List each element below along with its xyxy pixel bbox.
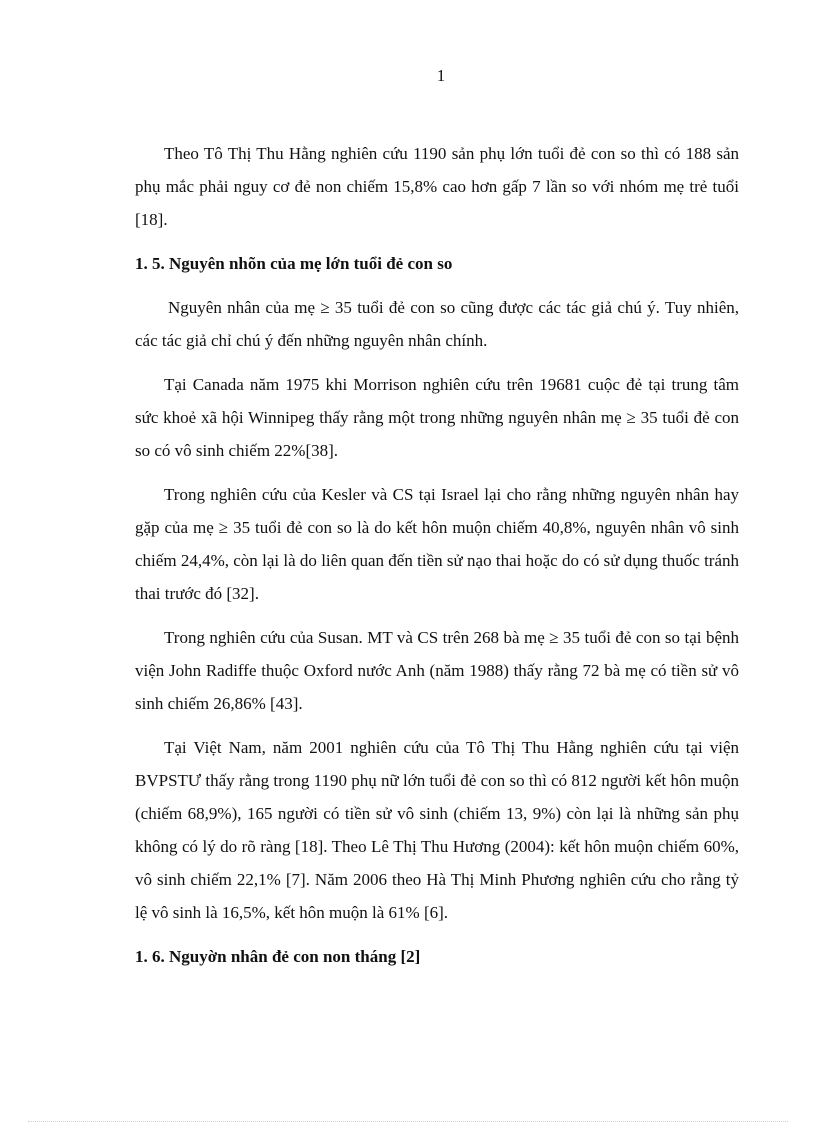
paragraph-oxford-study: Trong nghiên cứu của Susan. MT và CS trên 268 bà mẹ ≥ 35 tuổi đẻ con so tại bệnh viện John Radiffe thuộc Oxford nước Anh (năm 1988) thấy rằng 72 bà mẹ có tiền sử vô sinh chiếm 26,86% [43]. [135, 628, 739, 713]
paragraph-canada-study: Tại Canada năm 1975 khi Morrison nghiên cứu trên 19681 cuộc đẻ tại trung tâm sức khoẻ xã hội Winnipeg thấy rằng một trong những nguyên nhân mẹ ≥ 35 tuổi đẻ con so có vô sinh chiếm 22%[38]. [135, 375, 739, 460]
page-number: 1 [436, 66, 446, 85]
paragraph-vietnam-study: Tại Việt Nam, năm 2001 nghiên cứu của Tô Thị Thu Hằng nghiên cứu tại viện BVPSTƯ thấy rằng trong 1190 phụ nữ lớn tuổi đẻ con so thì có 812 người kết hôn muộn (chiếm 68,9%), 165 người có tiền sử vô sinh (chiếm 13, 9%) còn lại là những sản phụ không có lý do rõ ràng [18]. Theo Lê Thị Thu Hương (2004): kết hôn muộn chiếm 60%, vô sinh chiếm 22,1% [7]. Năm 2006 theo Hà Thị Minh Phương nghiên cứu cho rằng tỷ lệ vô sinh là 16,5%, kết hôn muộn là 61% [6]. [135, 738, 739, 922]
paragraph-causes-intro: Nguyên nhân của mẹ ≥ 35 tuổi đẻ con so cũng được các tác giả chú ý. Tuy nhiên, các tác giả chỉ chú ý đến những nguyên nhân chính. [135, 298, 739, 350]
page-bottom-divider [28, 1121, 788, 1122]
section-heading-1-6: 1. 6. Nguyờn nhân đẻ con non tháng [2] [135, 947, 421, 966]
document-body [135, 137, 739, 984]
paragraph-premature-risk: Theo Tô Thị Thu Hằng nghiên cứu 1190 sản phụ lớn tuổi đẻ con so thì có 188 sản phụ mắc phải nguy cơ đẻ non chiếm 15,8% cao hơn gấp 7 lần so với nhóm mẹ trẻ tuổi [18]. [135, 144, 739, 229]
section-heading-1-5: 1. 5. Nguyên nhõn của mẹ lớn tuổi đẻ con so [135, 254, 453, 273]
paragraph-israel-study: Trong nghiên cứu của Kesler và CS tại Israel lại cho rằng những nguyên nhân hay gặp của mẹ ≥ 35 tuổi đẻ con so là do kết hôn muộn chiếm 40,8%, nguyên nhân vô sinh chiếm 24,4%, còn lại là do liên quan đến tiền sử nạo thai hoặc do có sử dụng thuốc tránh thai trước đó [32]. [135, 485, 739, 603]
